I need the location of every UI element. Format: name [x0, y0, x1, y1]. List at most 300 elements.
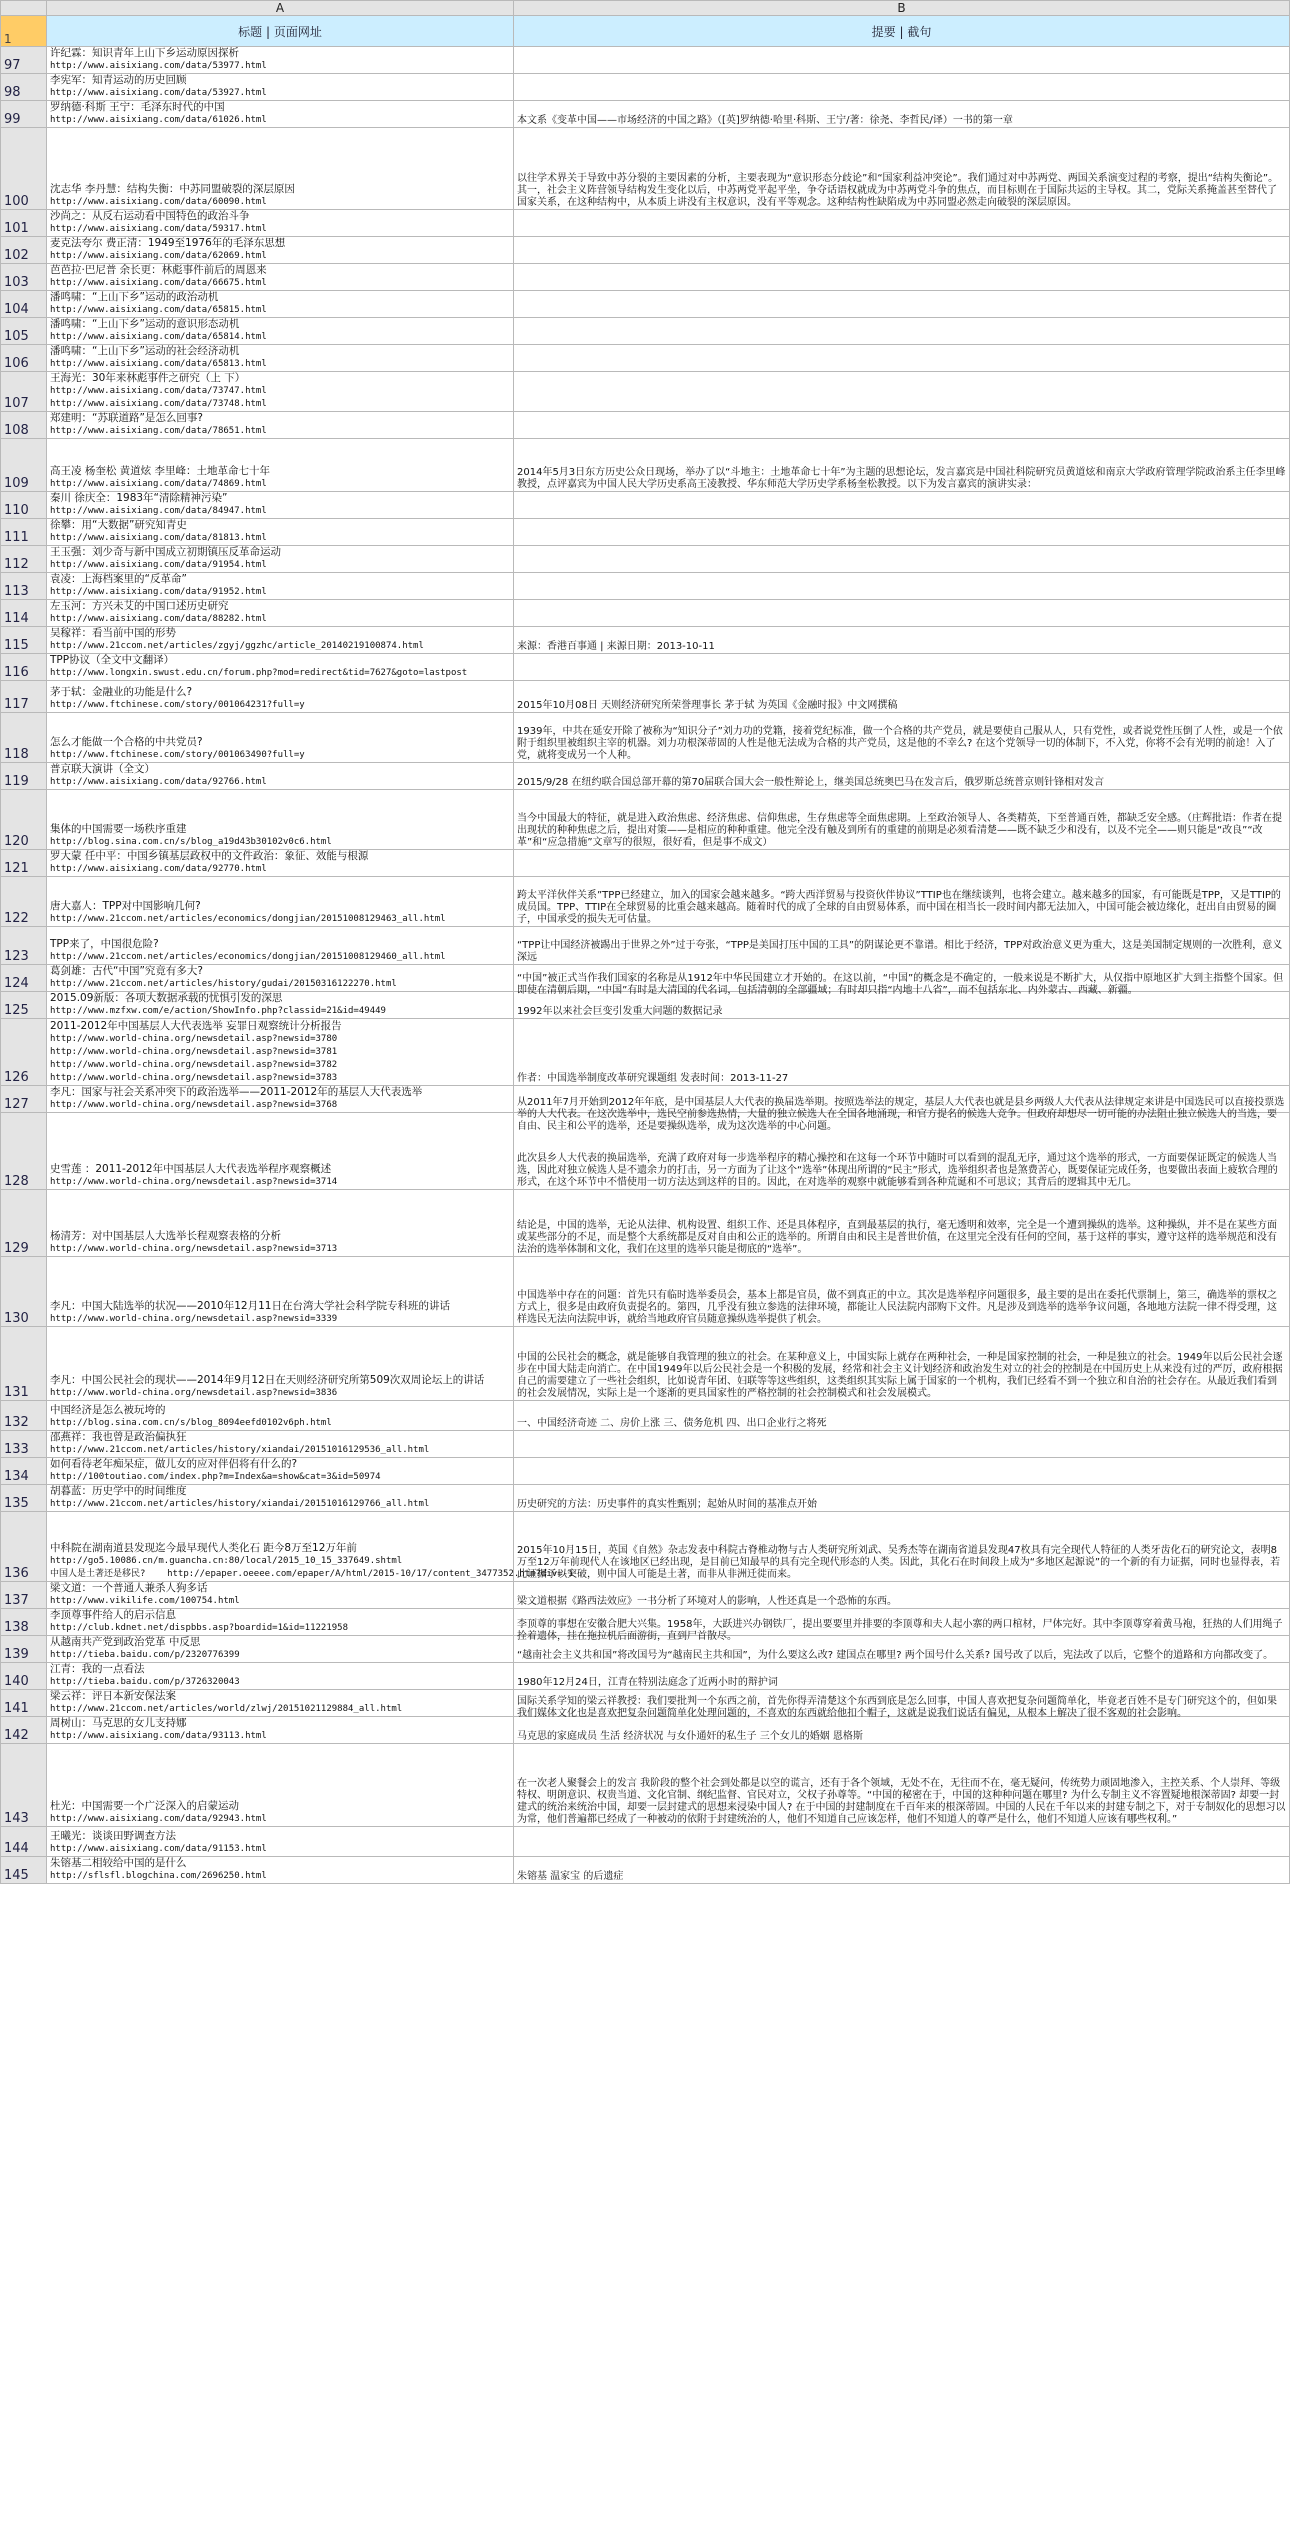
header-cell-b[interactable]: 提要 | 截句: [514, 16, 1290, 47]
cell-title-url[interactable]: [47, 1857, 514, 1884]
row-number[interactable]: 145: [1, 1857, 47, 1884]
column-header-a[interactable]: A: [47, 1, 514, 16]
cell-summary-text: 来源：香港百事通 | 来源日期：2013-10-11: [517, 641, 715, 652]
table-row: [1, 1431, 1290, 1458]
cell-title-url[interactable]: [47, 965, 514, 992]
cell-url: http://www.aisixiang.com/data/91153.html: [50, 1844, 267, 1854]
cell-summary-text: 中国选举中存在的问题：首先只有临时选举委员会，基本上都是官员，做不到真正的中立。其次是选举程序问题很多，最主要的是出在委托代票制上，第三，确选举的票权之方式上，很多是由政府负责提名的。第四，几乎没有独立参选的法律环境，都能让人民法院内部购下文件。凡是涉及到选举的选举争议问题，各地地方法院一律不得受理，这样选民无法向法院申诉，就给当地政府官员随意操纵选举提供了机会。: [517, 1290, 1277, 1325]
row-number[interactable]: 120: [1, 790, 47, 850]
cell-summary-text: 2015年10月08日 天则经济研究所荣誉理事长 茅于轼 为英国《金融时报》中文网撰稿: [517, 700, 898, 711]
cell-summary[interactable]: [514, 318, 1290, 345]
cell-summary[interactable]: [514, 412, 1290, 439]
row-number[interactable]: 97: [1, 47, 47, 74]
cell-title: 中科院在湖南道县发现迄今最早现代人类化石 距今8万至12万年前: [50, 1542, 357, 1554]
cell-summary[interactable]: [514, 492, 1290, 519]
cell-title: 中国经济是怎么被玩垮的: [50, 1404, 166, 1416]
cell-summary-text: “TPP让中国经济被踢出于世界之外”过于夸张，“TPP是美国打压中国的工具”的阴谋论更不靠谱。相比于经济，TPP对政治意义更为重大，这是美国制定规则的一次胜利，意义深远: [517, 940, 1283, 963]
cell-url: http://www.world-china.org/newsdetail.asp?newsid=3836: [50, 1388, 338, 1398]
cell-summary-text: 以往学术界关于导致中苏分裂的主要因素的分析，主要表现为“意识形态分歧论”和“国家利益冲突论”。我们通过对中苏两党、两国关系演变过程的考察，提出“结构失衡论”。其一，社会主义阵营领导结构发生变化以后，中苏两党平起平坐，争夺话语权就成为中苏两党斗争的焦点，而目标则在于国际共运的主导权。其二，党际关系掩盖甚至替代了国家关系，在这种结构中，从本质上讲没有主权意识，没有平等观念。这种结构性缺陷成为中苏同盟必然走向破裂的深层原因。: [517, 173, 1279, 208]
table-row: [1, 877, 1290, 927]
row-number[interactable]: 108: [1, 412, 47, 439]
cell-title-url[interactable]: [47, 1257, 514, 1327]
cell-title: 罗纳德·科斯 王宁：毛泽东时代的中国: [50, 101, 225, 113]
cell-title: 2015.09新版：各项大数据承载的忧惧引发的深思: [50, 992, 283, 1004]
cell-summary[interactable]: [514, 345, 1290, 372]
cell-summary[interactable]: [514, 1327, 1290, 1401]
cell-summary[interactable]: [514, 1717, 1290, 1744]
row-number[interactable]: 107: [1, 372, 47, 412]
cell-title: 江青：我的一点看法: [50, 1663, 145, 1675]
cell-summary[interactable]: [514, 1827, 1290, 1857]
cell-summary[interactable]: [514, 1663, 1290, 1690]
cell-summary[interactable]: [514, 1019, 1290, 1086]
cell-url: http://www.aisixiang.com/data/92766.html: [50, 777, 267, 787]
cell-title: 左玉河：方兴未艾的中国口述历史研究: [50, 600, 229, 612]
row-number[interactable]: 142: [1, 1717, 47, 1744]
cell-url: http://www.aisixiang.com/data/84947.html: [50, 506, 267, 516]
table-row: [1, 1827, 1290, 1857]
table-row: [1, 1458, 1290, 1485]
cell-title-url[interactable]: [47, 1086, 514, 1113]
cell-title-url[interactable]: [47, 372, 514, 412]
row-number[interactable]: 134: [1, 1458, 47, 1485]
cell-summary[interactable]: [514, 1512, 1290, 1582]
cell-summary[interactable]: [514, 1401, 1290, 1431]
table-row: [1, 1512, 1290, 1582]
cell-summary[interactable]: [514, 237, 1290, 264]
cell-url: http://www.aisixiang.com/data/91954.html: [50, 560, 267, 570]
cell-summary[interactable]: [514, 101, 1290, 128]
cell-title-url[interactable]: [47, 101, 514, 128]
cell-title: TPP协议（全文中文翻译）: [50, 654, 175, 666]
table-row: [1, 264, 1290, 291]
row-number[interactable]: 119: [1, 763, 47, 790]
row-number[interactable]: 115: [1, 627, 47, 654]
row-number[interactable]: 122: [1, 877, 47, 927]
cell-title-url[interactable]: [47, 47, 514, 74]
cell-url: http://www.aisixiang.com/data/91952.html: [50, 587, 267, 597]
cell-url: http://club.kdnet.net/dispbbs.asp?boardid=1&id=11221958: [50, 1623, 349, 1633]
cell-title: 茅于轼：金融业的功能是什么?: [50, 686, 193, 698]
row-number[interactable]: 99: [1, 101, 47, 128]
cell-title-url[interactable]: [47, 412, 514, 439]
cell-summary-text: 2015年10月15日，英国《自然》杂志发表中科院古脊椎动物与古人类研究所刘武、吴秀杰等在湖南省道县发现47枚具有完全现代人特征的人类牙齿化石的研究论文，表明8万至12万年前现代人在该地区已经出现，是目前已知最早的具有完全现代形态的人类。因此，其化石在时间段上成为“多地区起源说”的一个新的有力证据，同时也显得表，若此证据予以突破，则中国人可能是土著，而非从非洲迁徙而来。: [517, 1545, 1281, 1580]
row-number[interactable]: 118: [1, 713, 47, 763]
cell-title-url[interactable]: [47, 74, 514, 101]
cell-url: http://www.longxin.swust.edu.cn/forum.php?mod=redirect&tid=7627&goto=lastpost: [50, 668, 468, 678]
cell-summary[interactable]: [514, 681, 1290, 713]
cell-url: http://100toutiao.com/index.php?m=Index&a=show&cat=3&id=50974: [50, 1472, 381, 1482]
cell-summary-text: 本文系《变革中国——市场经济的中国之路》（[英]罗纳德·哈里·科斯、王宁/著：徐尧、李哲民/译）一书的第一章: [517, 115, 1013, 126]
cell-title: 梁云祥：评日本新安保法案: [50, 1690, 176, 1702]
cell-url: http://sflsfl.blogchina.com/2696250.html: [50, 1871, 267, 1881]
cell-summary[interactable]: [514, 1257, 1290, 1327]
cell-summary[interactable]: [514, 877, 1290, 927]
cell-summary[interactable]: [514, 1609, 1290, 1642]
cell-summary[interactable]: [514, 927, 1290, 965]
cell-summary-text: 跨太平洋伙伴关系”TPP已经建立，加入的国家会越来越多。“跨大西洋贸易与投资伙伴协议”TTIP也在继续谈判，也将会建立。越来越多的国家，有可能既是TPP，又是TTIP的成员国。TPP、TTIP在全球贸易的比重会越来越高。随着时代的成了全球的自由贸易体系，而中国在相当长一段时间内都无法加入，中国可能会被边缘化，赶出自由贸易的圈子，中国承受的损失无可估量。: [517, 890, 1281, 925]
cell-summary[interactable]: [514, 47, 1290, 74]
cell-title: 麦克法夸尔 费正清：1949至1976年的毛泽东思想: [50, 237, 286, 249]
cell-summary-text: 在一次老人聚餐会上的发言 我阶段的整个社会到处都是以空的谎言，还有于各个领域，无处不在，无往而不在，毫无疑问，传统势力顽固地渗入，主控关系、个人崇拜、等级特权、明朗意识、权贵当道、文化官制、纲纪监督、官民对立，父权子孙尊等。“中国的秘密在于，中国的这种种问题在哪里? 为什么专制主义不容置疑地根深蒂固? 却要一封建式的统治来统治中国，却要一层封建式的思想来浸染中国人? 在于中国的封建制度在千百年来的根深蒂固。中国的人民在千年以来的封建专制之下，对于专制奴化的思想习以为常，他们普遍都已经成了一种被动的依附于封建统治的人，他们不知道自己应该怎样，他们不知道人的尊严是什么，他们不知道人应该有哪些权利。”: [517, 1778, 1286, 1825]
cell-title: 潘鸣啸：“上山下乡”运动的社会经济动机: [50, 345, 240, 357]
cell-title: 潘鸣啸：“上山下乡”运动的政治动机: [50, 291, 219, 303]
cell-title-url[interactable]: [47, 1512, 574, 1582]
row-number[interactable]: 105: [1, 318, 47, 345]
cell-title: 杨清芳：对中国基层人大选举长程观察表格的分析: [50, 1230, 281, 1242]
row-number[interactable]: 125: [1, 992, 47, 1019]
cell-summary[interactable]: [514, 1458, 1290, 1485]
cell-summary[interactable]: [514, 372, 1290, 412]
table-row: [1, 74, 1290, 101]
cell-summary-text: 1939年，中共在延安开除了被称为“知识分子”刘力功的党籍，接着党纪标准，做一个合格的共产党员，就是要使自己服从人，只有党性，或者说党性压倒了人性，或是一个依附于组织里被组织主宰的机器。刘力功根深蒂固的人性是他无法成为合格的共产党员，这是他的不幸么? 在这个党领导一切的体制下，不入党，你将不会有光明的前途！入了党，就将变成另一个人种。: [517, 726, 1283, 761]
row-number[interactable]: 111: [1, 519, 47, 546]
row-number[interactable]: 133: [1, 1431, 47, 1458]
header-cell-a[interactable]: 标题 | 页面网址: [47, 16, 514, 47]
table-row: [1, 318, 1290, 345]
cell-url: http://go5.10086.cn/m.guancha.cn:80/local/2015_10_15_337649.shtml 中国人是土著还是移民? http://epaper.oeeee.com/epaper/A/html/2015-10/17/content_3477352.htm?div=-1: [50, 1556, 574, 1579]
cell-summary-text: 梁文道根据《路西法效应》一书分析了环境对人的影响，人性还真是一个恐怖的东西。: [517, 1596, 897, 1607]
table-row: [1, 1857, 1290, 1884]
cell-url: http://www.aisixiang.com/data/62069.html: [50, 251, 267, 261]
cell-summary[interactable]: [514, 1086, 1290, 1132]
column-header-b[interactable]: B: [514, 1, 1290, 16]
cell-url: http://www.world-china.org/newsdetail.asp?newsid=3780 http://www.world-china.org/newsdetail.asp?newsid=3781 http://www.world-china.org/newsdetail.asp?newsid=3782 http://www.world-china.org/newsdetail.asp?newsid=3783: [50, 1034, 338, 1083]
cell-summary[interactable]: [514, 519, 1290, 546]
cell-url: http://www.aisixiang.com/data/53977.html: [50, 61, 267, 71]
cell-url: http://www.world-china.org/newsdetail.asp?newsid=3714: [50, 1177, 338, 1187]
cell-title-url[interactable]: [47, 1663, 514, 1690]
row-number[interactable]: 98: [1, 74, 47, 101]
row-number[interactable]: 132: [1, 1401, 47, 1431]
cell-summary[interactable]: [514, 210, 1290, 237]
cell-title: 朱镕基二相较给中国的是什么: [50, 1857, 187, 1869]
cell-title-url[interactable]: [47, 264, 514, 291]
row-number[interactable]: 126: [1, 1019, 47, 1086]
cell-summary-text: 李顶尊的事想在安徽合肥大兴集。1958年，大跃进兴办钢铁厂，提出要要里并排要的李顶尊和夫人起小寨的两口棺材，尸体完好。其中李顶尊穿着黄马袍，狂热的人们用绳子拴着遗体，挂在拖拉机后面游街，直到尸首散尽。: [517, 1619, 1283, 1642]
cell-url: http://www.aisixiang.com/data/61026.html: [50, 115, 267, 125]
cell-title-url[interactable]: [47, 927, 514, 965]
cell-title-url[interactable]: [47, 713, 514, 763]
row-number[interactable]: 109: [1, 439, 47, 492]
row-number[interactable]: 106: [1, 345, 47, 372]
table-row: [1, 492, 1290, 519]
cell-summary-text: 1992年以来社会巨变引发重大问题的数据记录: [517, 1006, 723, 1017]
row-number[interactable]: 114: [1, 600, 47, 627]
cell-title: 史雪莲 ：2011-2012年中国基层人大代表选举程序观察概述: [50, 1163, 332, 1175]
cell-title-url[interactable]: [47, 654, 514, 681]
cell-url: http://www.aisixiang.com/data/93113.html: [50, 1731, 267, 1741]
cell-title-url[interactable]: [47, 237, 514, 264]
cell-url: http://blog.sina.com.cn/s/blog_8094eefd0102v6ph.html: [50, 1418, 332, 1428]
row-number[interactable]: 140: [1, 1663, 47, 1690]
cell-title-url[interactable]: [47, 1609, 514, 1636]
cell-summary[interactable]: [514, 1690, 1290, 1717]
cell-summary[interactable]: [514, 74, 1290, 101]
row-number[interactable]: 130: [1, 1257, 47, 1327]
cell-title: 2011-2012年中国基层人大代表选举 妄罪日观察统计分析报告: [50, 1020, 342, 1032]
cell-summary[interactable]: [514, 1582, 1290, 1609]
row-number[interactable]: 131: [1, 1327, 47, 1401]
cell-summary-text: 一、中国经济奇迹 二、房价上涨 三、债务危机 四、出口企业行之将死: [517, 1418, 827, 1429]
cell-summary[interactable]: [514, 627, 1290, 654]
table-row: [1, 600, 1290, 627]
row-number[interactable]: 1: [1, 16, 47, 47]
row-number[interactable]: 104: [1, 291, 47, 318]
cell-title-url[interactable]: [47, 1636, 514, 1663]
cell-summary-text: 马克思的家庭成员 生活 经济状况 与女仆通奸的私生子 三个女儿的婚姻 恩格斯: [517, 1731, 863, 1742]
cell-title: 怎么才能做一个合格的中共党员?: [50, 736, 203, 748]
cell-title: 从越南共产党到政治党革 中反思: [50, 1636, 201, 1648]
cell-title-url[interactable]: [47, 992, 514, 1019]
cell-title: 胡暮蓝：历史学中的时间维度: [50, 1485, 187, 1497]
cell-title-url[interactable]: [47, 492, 514, 519]
cell-summary[interactable]: [514, 850, 1290, 877]
cell-title: 李凡：中国大陆选举的状况——2010年12月11日在台湾大学社会科学院专科班的讲话: [50, 1300, 450, 1312]
cell-title-url[interactable]: [47, 1485, 514, 1512]
table-row: [1, 1019, 1290, 1086]
row-number[interactable]: 113: [1, 573, 47, 600]
table-row: [1, 681, 1290, 713]
row-number[interactable]: 143: [1, 1744, 47, 1827]
cell-title: 吴稼祥：看当前中国的形势: [50, 627, 176, 639]
cell-title-url[interactable]: [47, 1431, 514, 1458]
cell-title-url[interactable]: [47, 210, 514, 237]
column-header-row: [1, 1, 1290, 16]
cell-title-url[interactable]: [47, 345, 514, 372]
table-row: [1, 546, 1290, 573]
cell-title: 王曦光：谈谈田野调查方法: [50, 1830, 176, 1842]
cell-summary-text: “中国”被正式当作我们国家的名称是从1912年中华民国建立才开始的。在这以前，“中国”的概念是不确定的，一般来说是不断扩大，从仅指中原地区扩大到主指整个国家。但即使在清朝后期，“中国”有时是大清国的代名词，包括清朝的全部疆域；有时却只指“内地十八省”，而不包括东北、内外蒙古、西藏、新疆。: [517, 973, 1284, 996]
row-number[interactable]: 102: [1, 237, 47, 264]
cell-title: 李顶尊事件给人的启示信息: [50, 1609, 176, 1621]
cell-title-url[interactable]: [47, 1327, 514, 1401]
cell-summary-text: 当今中国最大的特征，就是进入政治焦虑、经济焦虑、信仰焦虑，生存焦虑等全面焦虑期。上至政治领导人、各类精英，下至普通百姓，都缺乏安全感。（庄辉批语：作者在提出现状的种种焦虑之后，提出对策——是相应的种种重建。他完全没有触及到所有的重建的前期是必须看清楚——既不缺乏少和没有，以及不完全——则只能是“改良”“改革”和“应急措施”文章写的很短，很好看，但是事不成文）: [517, 813, 1282, 848]
cell-url: http://www.21ccom.net/articles/history/xiandai/20151016129766_all.html: [50, 1499, 430, 1509]
cell-url: http://www.aisixiang.com/data/74869.html: [50, 479, 267, 489]
cell-url: http://www.aisixiang.com/data/65815.html: [50, 305, 267, 315]
cell-summary[interactable]: [514, 128, 1290, 210]
cell-summary[interactable]: [514, 600, 1290, 627]
cell-url: http://www.world-china.org/newsdetail.asp?newsid=3768: [50, 1100, 338, 1110]
cell-url: http://www.aisixiang.com/data/53927.html: [50, 88, 267, 98]
table-row: [1, 345, 1290, 372]
cell-title-url[interactable]: [47, 1582, 514, 1609]
cell-title-url[interactable]: [47, 763, 514, 790]
table-row: [1, 763, 1290, 790]
cell-title: 邵燕祥：我也曾是政治偏执狂: [50, 1431, 187, 1443]
cell-summary[interactable]: [514, 965, 1290, 996]
cell-title: 沙尚之：从反右运动看中国特色的政治斗争: [50, 210, 250, 222]
cell-title: 许纪霖：知识青年上山下乡运动原因探析: [50, 47, 239, 59]
cell-summary[interactable]: [514, 264, 1290, 291]
cell-title: 王海光：30年来林彪事件之研究（上 下）: [50, 372, 246, 384]
cell-title-url[interactable]: [47, 681, 514, 713]
cell-title-url[interactable]: [47, 1827, 514, 1857]
cell-title-url[interactable]: [47, 546, 514, 573]
cell-title-url[interactable]: [47, 318, 514, 345]
cell-title: 芭芭拉·巴尼普 余长更：林彪事件前后的周恩来: [50, 264, 267, 276]
cell-summary[interactable]: [514, 546, 1290, 573]
cell-summary-text: 国际关系学知的梁云祥教授：我们要批判一个东西之前，首先你得弄清楚这个东西到底是怎么回事，中国人喜欢把复杂问题简单化，毕竟老百姓不是专门研究这个的，但如果我们媒体文化也是喜欢把复杂问题简单化处理问题的，不喜欢的东西就给他扣个帽子，这就是说我们说话有偏见，从根本上解决了很不客观的社会影响。: [517, 1696, 1277, 1719]
table-row: [1, 965, 1290, 992]
cell-title-url[interactable]: [47, 1458, 514, 1485]
row-number[interactable]: 124: [1, 965, 47, 992]
cell-url: http://www.aisixiang.com/data/65813.html: [50, 359, 267, 369]
cell-url: http://www.aisixiang.com/data/81813.html: [50, 533, 267, 543]
cell-title-url[interactable]: [47, 877, 514, 927]
cell-title-url[interactable]: [47, 1113, 514, 1190]
cell-title-url[interactable]: [47, 573, 514, 600]
row-number[interactable]: 116: [1, 654, 47, 681]
table-row: [1, 1485, 1290, 1512]
table-row: [1, 654, 1290, 681]
row-number[interactable]: 110: [1, 492, 47, 519]
cell-summary-text: 2014年5月3日东方历史公众日现场，举办了以“斗地主：土地革命七十年”为主题的思想论坛，发言嘉宾是中国社科院研究员黄道炫和南京大学政府管理学院政治系主任李里峰教授，点评嘉宾为中国人民大学历史系高王凌教授、华东师范大学历史学系杨奎松教授。以下为发言嘉宾的演讲实录：: [517, 467, 1286, 490]
cell-url: http://tieba.baidu.com/p/3726320043: [50, 1677, 240, 1687]
cell-title: 周树山：马克思的女儿支持娜: [50, 1717, 187, 1729]
table-row: [1, 237, 1290, 264]
table-row: [1, 439, 1290, 492]
cell-url: http://tieba.baidu.com/p/2320776399: [50, 1650, 240, 1660]
cell-title: 袁凌：上海档案里的“反革命”: [50, 573, 187, 585]
cell-summary-text: 中国的公民社会的概念，就是能够自我管理的独立的社会。在某种意义上，中国实际上就存在两种社会，一种是国家控制的社会，一种是独立的社会。1949年以后公民社会逐步在中国大陆走向消亡。在中国1949年以后公民社会是一个积极的发展，经常和社会主义计划经济和政治发生对立的社会的控制是在中国历史上从来没有过的严厉，政府根据自己的需要建立了一些社会组织，比如说青年团、妇联等等这些组织，这类组织其实际上属于国家的一个机构，我们已经看不到一个独立和自治的社会存在。从最近我们看到的社会发展情况，实际上是一个逐渐的更具国家性的严格控制的社会控制模式和社会发展模式。: [517, 1352, 1283, 1399]
cell-title: 如何看待老年痴呆症，做儿女的应对伴侣将有什么的?: [50, 1458, 298, 1470]
table-row: [1, 573, 1290, 600]
cell-title: 集体的中国需要一场秩序重建: [50, 823, 187, 835]
cell-url: http://www.aisixiang.com/data/66675.html: [50, 278, 267, 288]
cell-summary[interactable]: [514, 573, 1290, 600]
cell-summary[interactable]: [514, 1431, 1290, 1458]
cell-title: 秦川 徐庆全：1983年“清除精神污染”: [50, 492, 228, 504]
cell-title-url[interactable]: [47, 128, 514, 210]
row-number[interactable]: 137: [1, 1582, 47, 1609]
table-row: [1, 1401, 1290, 1431]
cell-title-url[interactable]: [47, 291, 514, 318]
table-row: [1, 412, 1290, 439]
row-number[interactable]: 100: [1, 128, 47, 210]
table-row: [1, 519, 1290, 546]
cell-url: http://www.21ccom.net/articles/zgyj/ggzhc/article_20140219100874.html: [50, 641, 424, 651]
cell-title-url[interactable]: [47, 1401, 514, 1431]
cell-title-url[interactable]: [47, 1019, 514, 1086]
cell-url: http://blog.sina.com.cn/s/blog_a19d43b30102v0c6.html: [50, 837, 332, 847]
table-row: [1, 850, 1290, 877]
cell-url: http://www.aisixiang.com/data/60090.html: [50, 197, 267, 207]
cell-title-url[interactable]: [47, 627, 514, 654]
cell-title: 沈志华 李丹慧：结构失衡：中苏同盟破裂的深层原因: [50, 183, 295, 195]
row-number[interactable]: 141: [1, 1690, 47, 1717]
cell-summary-text: 作者：中国选举制度改革研究课题组 发表时间：2013-11-27: [517, 1073, 789, 1084]
row-number[interactable]: 136: [1, 1512, 47, 1582]
table-row: [1, 927, 1290, 965]
row-number[interactable]: 123: [1, 927, 47, 965]
cell-title: 李宪军：知青运动的历史回顾: [50, 74, 187, 86]
cell-title: 李凡：国家与社会关系冲突下的政治选举——2011-2012年的基层人大代表选举: [50, 1086, 423, 1098]
cell-title: TPP来了，中国很危险?: [50, 938, 159, 950]
cell-summary[interactable]: [514, 291, 1290, 318]
cell-title: 梁文道：一个普通人兼杀人狗多话: [50, 1582, 208, 1594]
table-row: [1, 627, 1290, 654]
table-row: [1, 101, 1290, 128]
cell-title: 郑建明：“苏联道路”是怎么回事?: [50, 412, 203, 424]
cell-summary[interactable]: [514, 1744, 1290, 1827]
cell-summary[interactable]: [514, 1857, 1290, 1884]
table-row: [1, 1582, 1290, 1609]
cell-url: http://www.ftchinese.com/story/001063490?full=y: [50, 750, 305, 760]
table-row: [1, 1690, 1290, 1717]
row-number[interactable]: 144: [1, 1827, 47, 1857]
cell-url: http://www.21ccom.net/articles/economics/dongjian/20151008129460_all.html: [50, 952, 446, 962]
table-row: [1, 790, 1290, 850]
cell-title-url[interactable]: [47, 1690, 514, 1717]
cell-title-url[interactable]: [47, 519, 514, 546]
cell-summary[interactable]: [514, 654, 1290, 681]
cell-title: 普京联大演讲（全文）: [50, 763, 155, 775]
row-number[interactable]: 121: [1, 850, 47, 877]
cell-summary[interactable]: [514, 790, 1290, 850]
row-number[interactable]: 112: [1, 546, 47, 573]
row-number[interactable]: 135: [1, 1485, 47, 1512]
cell-url: http://www.21ccom.net/articles/history/xiandai/20151016129536_all.html: [50, 1445, 430, 1455]
cell-summary[interactable]: [514, 763, 1290, 790]
cell-title-url[interactable]: [47, 1717, 514, 1744]
row-number[interactable]: 129: [1, 1190, 47, 1257]
cell-summary-text: “越南社会主义共和国”将改国号为“越南民主共和国”，为什么要这么改? 建国点在哪里? 两个国号什么关系? 国号改了以后，宪法改了以后，它整个的道路和方向都改变了。: [517, 1650, 1274, 1661]
cell-title: 葛剑雄：古代“中国”究竟有多大?: [50, 965, 203, 977]
cell-url: http://www.21ccom.net/articles/world/zlwj/20151021129884_all.html: [50, 1704, 403, 1714]
select-all-corner[interactable]: [1, 1, 47, 16]
cell-title-url[interactable]: [47, 1190, 514, 1257]
cell-title-url[interactable]: [47, 850, 514, 877]
cell-title-url[interactable]: [47, 790, 514, 850]
cell-title-url[interactable]: [47, 600, 514, 627]
row-number[interactable]: 117: [1, 681, 47, 713]
table-row: [1, 1609, 1290, 1636]
row-number[interactable]: 103: [1, 264, 47, 291]
row-number[interactable]: 101: [1, 210, 47, 237]
cell-summary[interactable]: [514, 1190, 1290, 1257]
table-row: [1, 47, 1290, 74]
cell-url: http://www.aisixiang.com/data/65814.html: [50, 332, 267, 342]
cell-summary[interactable]: [514, 1485, 1290, 1512]
row-number[interactable]: 128: [1, 1113, 47, 1190]
cell-url: http://www.mzfxw.com/e/action/ShowInfo.php?classid=21&id=49449: [50, 1006, 386, 1016]
cell-title-url[interactable]: [47, 439, 514, 492]
row-number[interactable]: 138: [1, 1609, 47, 1636]
cell-url: http://www.aisixiang.com/data/78651.html: [50, 426, 267, 436]
table-row: [1, 128, 1290, 210]
cell-summary-text: 2015/9/28 在纽约联合国总部开幕的第70届联合国大会一般性辩论上，继美国总统奥巴马在发言后，俄罗斯总统普京则针锋相对发言: [517, 777, 1105, 788]
cell-title: 徐攀：用“大数据”研究知青史: [50, 519, 187, 531]
cell-title: 李凡：中国公民社会的现状——2014年9月12日在天则经济研究所第509次双周论坛上的讲话: [50, 1374, 485, 1386]
cell-summary[interactable]: [514, 439, 1290, 492]
header-row: [1, 16, 1290, 47]
row-number[interactable]: 127: [1, 1086, 47, 1113]
table-row: [1, 372, 1290, 412]
cell-summary[interactable]: [514, 713, 1290, 763]
cell-title-url[interactable]: [47, 1744, 514, 1827]
cell-title: 王玉强：刘少奇与新中国成立初期镇压反革命运动: [50, 546, 281, 558]
table-row: [1, 1717, 1290, 1744]
cell-title: 杜光：中国需要一个广泛深入的启蒙运动: [50, 1800, 239, 1812]
table-row: [1, 1086, 1290, 1113]
row-number[interactable]: 139: [1, 1636, 47, 1663]
cell-title: 罗大蒙 任中平：中国乡镇基层政权中的文件政治：象征、效能与根源: [50, 850, 369, 862]
cell-url: http://www.vikilife.com/100754.html: [50, 1596, 240, 1606]
cell-title: 唐大嘉人：TPP对中国影响几何?: [50, 900, 201, 912]
cell-url: http://www.21ccom.net/articles/economics/dongjian/20151008129463_all.html: [50, 914, 446, 924]
